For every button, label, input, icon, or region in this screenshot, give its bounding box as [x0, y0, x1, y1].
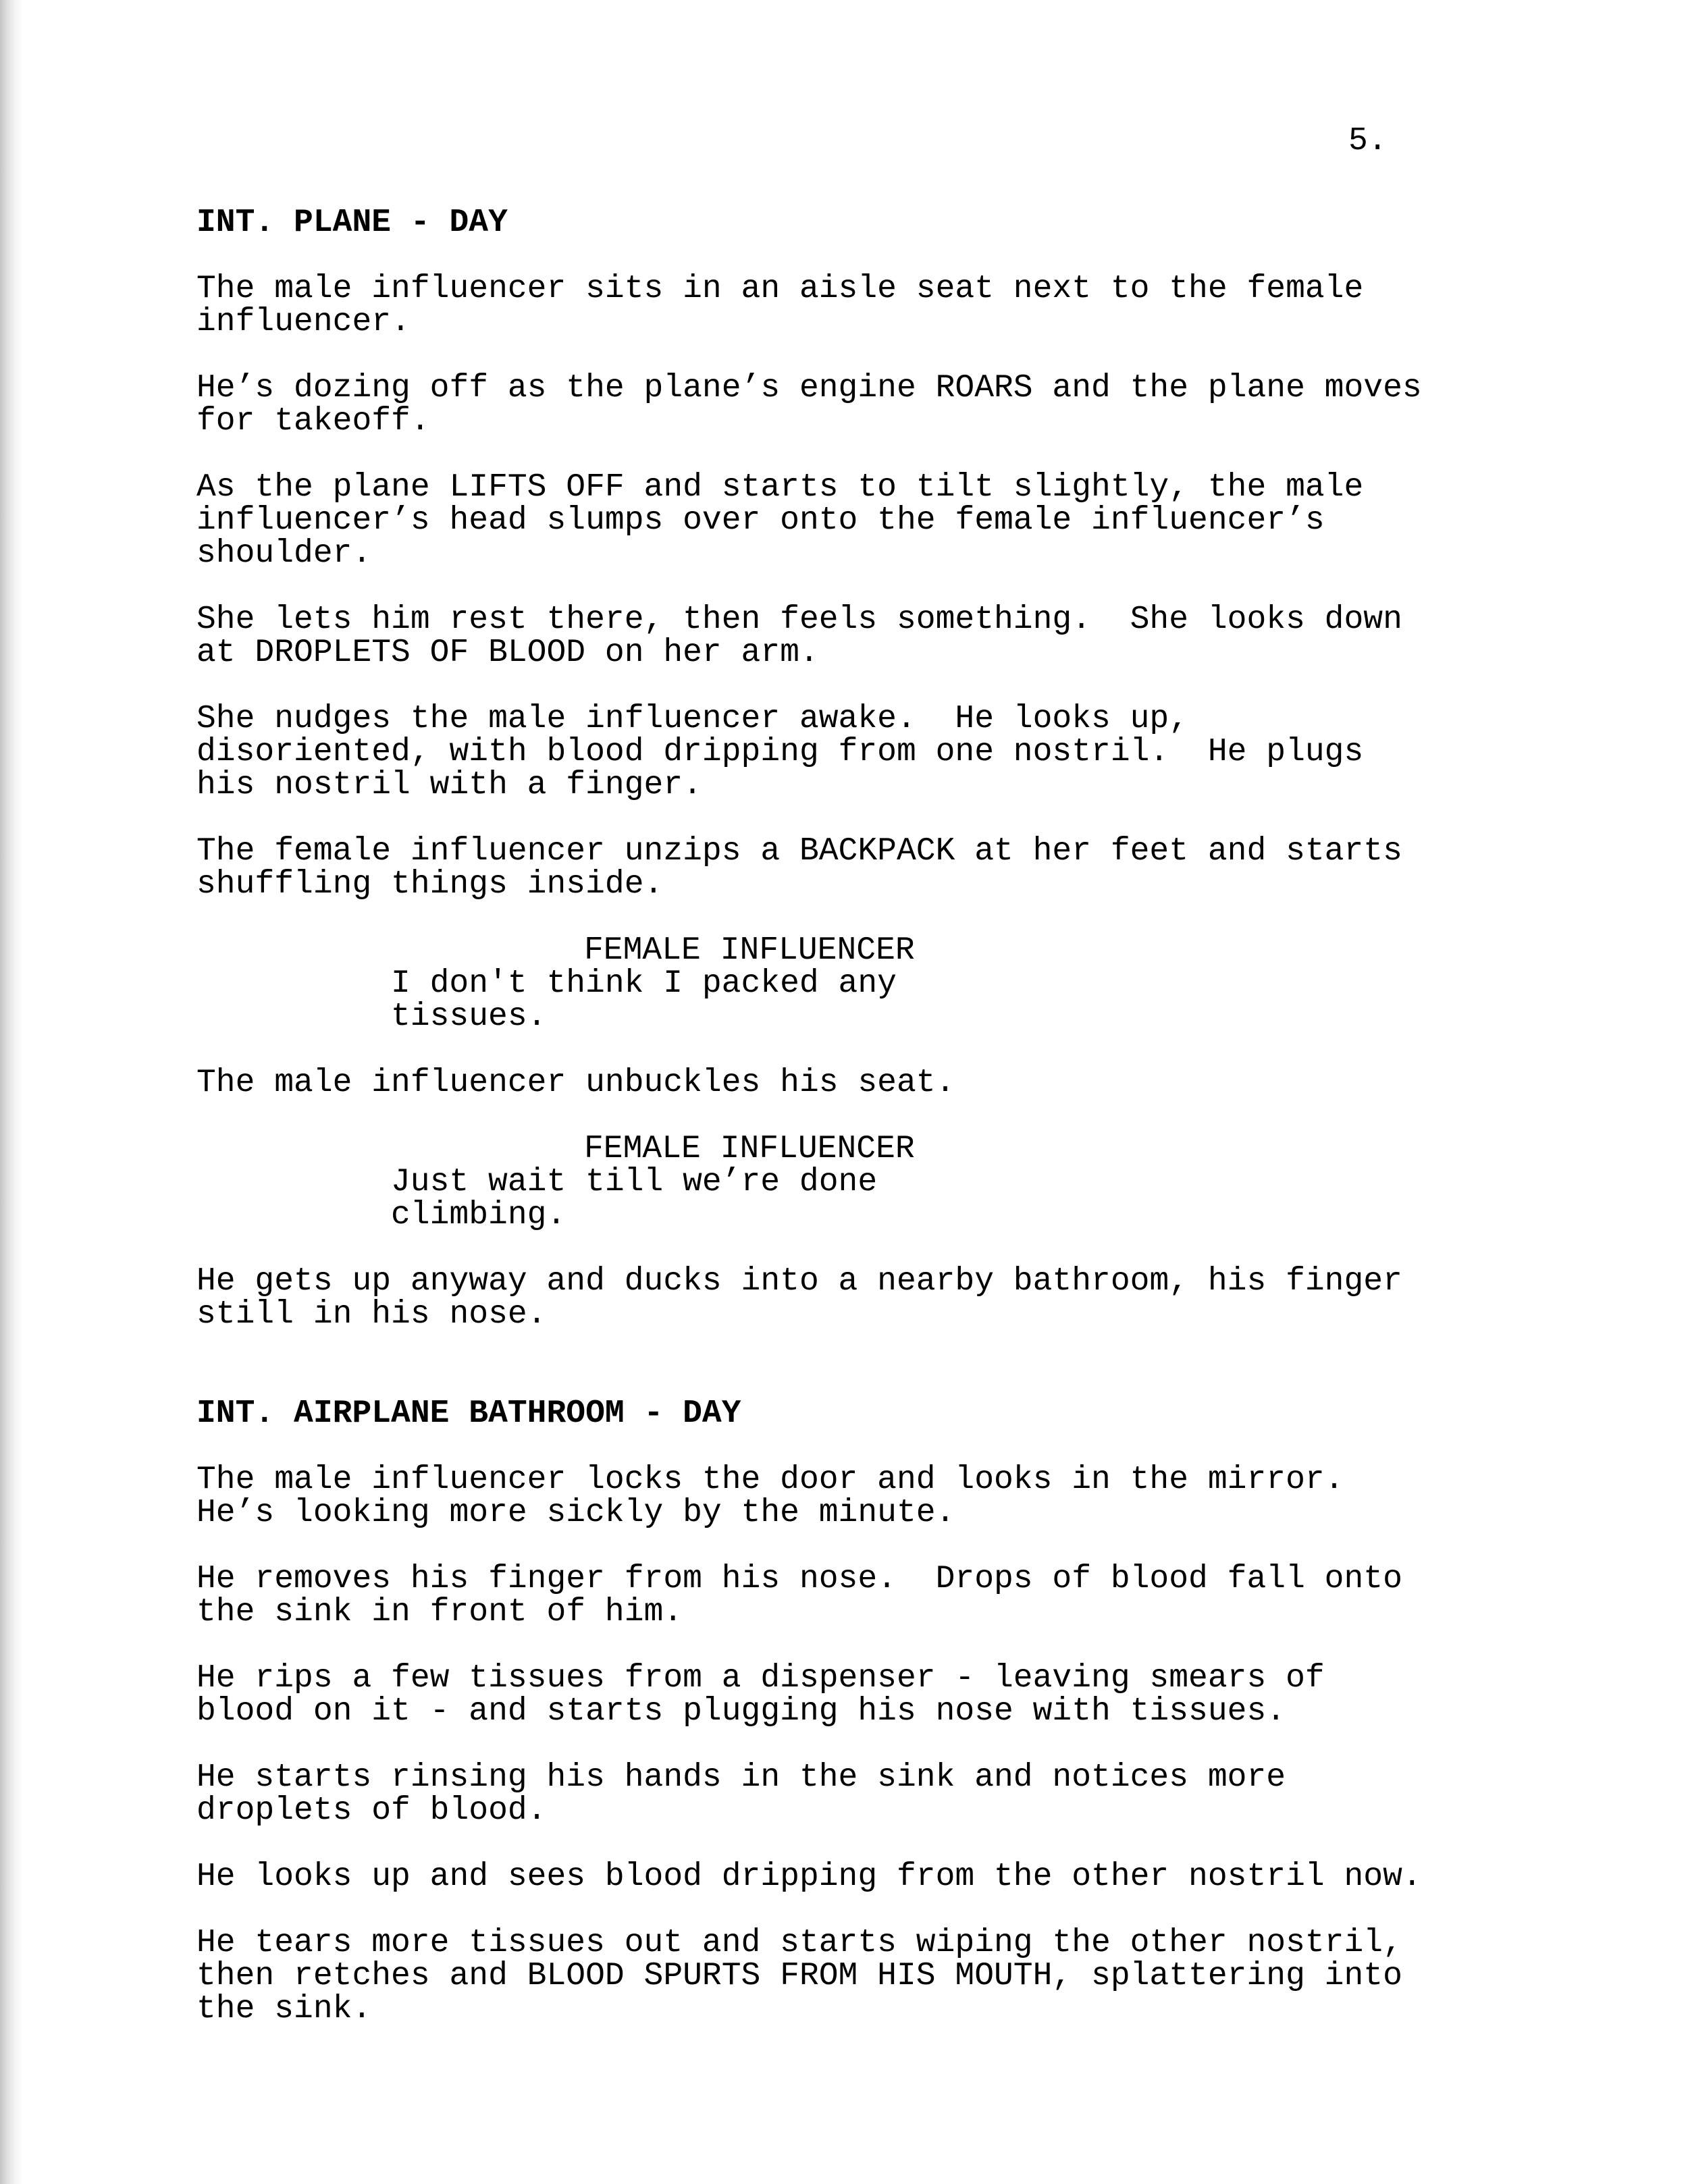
action-line: She lets him rest there, then feels something. She looks down [196, 602, 1402, 638]
dialogue-line: Just wait till we’re done [391, 1164, 878, 1200]
action-line: influencer. [196, 304, 411, 340]
action-line: shoulder. [196, 535, 372, 572]
action-line: He gets up anyway and ducks into a nearby bathroom, his finger [196, 1263, 1402, 1300]
scene-heading: INT. AIRPLANE BATHROOM - DAY [196, 1395, 741, 1432]
action-line: He rips a few tissues from a dispenser - leaving smears of [196, 1660, 1325, 1697]
dialogue-line: climbing. [391, 1197, 566, 1233]
action-line: He tears more tissues out and starts wiping the other nostril, [196, 1925, 1402, 1961]
action-line: The male influencer locks the door and looks in the mirror. [196, 1462, 1344, 1498]
action-line: blood on it - and starts plugging his nose with tissues. [196, 1693, 1286, 1730]
action-line: He removes his finger from his nose. Drops of blood fall onto [196, 1561, 1402, 1597]
action-line: shuffling things inside. [196, 866, 664, 903]
character-cue: FEMALE INFLUENCER [584, 1131, 915, 1167]
page-number: 5. [1348, 123, 1388, 159]
action-line: The male influencer sits in an aisle seat next to the female [196, 271, 1364, 307]
action-line: He starts rinsing his hands in the sink and notices more [196, 1759, 1286, 1796]
action-line: He’s dozing off as the plane’s engine ROARS and the plane moves [196, 370, 1422, 406]
character-cue: FEMALE INFLUENCER [584, 932, 915, 969]
action-line: droplets of blood. [196, 1792, 547, 1829]
action-line: still in his nose. [196, 1296, 547, 1333]
action-line: influencer’s head slumps over onto the female influencer’s [196, 502, 1325, 539]
action-line: The male influencer unbuckles his seat. [196, 1065, 955, 1101]
action-line: for takeoff. [196, 403, 430, 440]
action-line: then retches and BLOOD SPURTS FROM HIS MOUTH, splattering into [196, 1958, 1402, 1994]
action-line: As the plane LIFTS OFF and starts to tilt slightly, the male [196, 469, 1364, 506]
dialogue-line: I don't think I packed any [391, 965, 897, 1002]
action-line: at DROPLETS OF BLOOD on her arm. [196, 635, 819, 671]
scene-heading: INT. PLANE - DAY [196, 205, 508, 241]
action-line: He’s looking more sickly by the minute. [196, 1495, 955, 1531]
dialogue-line: tissues. [391, 998, 547, 1035]
action-line: He looks up and sees blood dripping from the other nostril now. [196, 1859, 1422, 1895]
action-line: The female influencer unzips a BACKPACK at her feet and starts [196, 833, 1402, 870]
action-line: She nudges the male influencer awake. He looks up, [196, 701, 1189, 737]
action-line: disoriented, with blood dripping from one nostril. He plugs [196, 734, 1364, 770]
action-line: his nostril with a finger. [196, 767, 702, 803]
action-line: the sink. [196, 1991, 372, 2027]
action-line: the sink in front of him. [196, 1594, 683, 1630]
